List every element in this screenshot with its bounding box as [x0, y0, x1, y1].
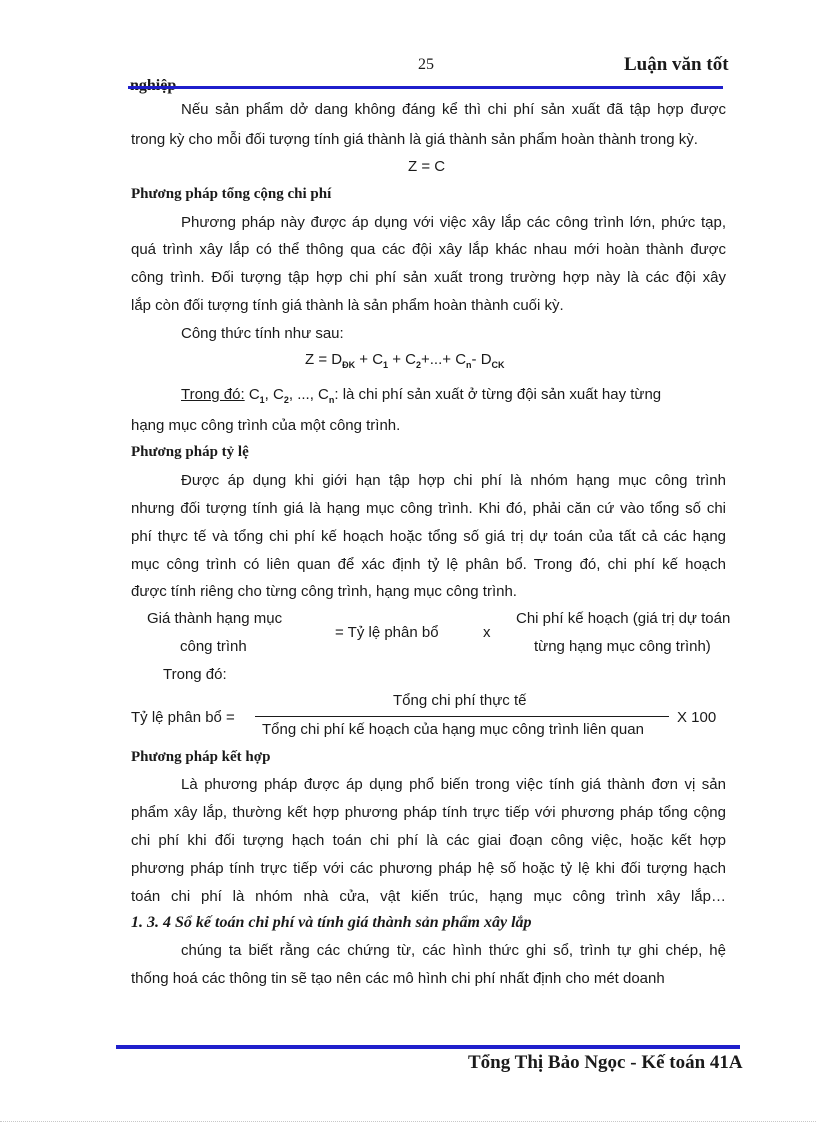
para1-line1: Nếu sản phẩm dở dang không đáng kể thì chi phí sản xuất đã tập hợp được [181, 101, 726, 118]
ty-le-line2: nhưng đối tượng tính giá là hạng mục công trình. Khi đó, phải căn cứ vào tổng số chi [131, 500, 726, 517]
note-rest: : là chi phí sản xuất ở từng đội sản xuất hay từng [334, 386, 662, 403]
ket-hop-line3: chi phí khi đối tượng hạch toán chi phí là các giai đoạn công việc, hoặc kết hợp [131, 832, 726, 849]
eq1-right-line2: từng hạng mục công trình) [534, 638, 711, 655]
ket-hop-line1: Là phương pháp được áp dụng phổ biến trong việc tính giá thành đơn vị sản [181, 776, 726, 793]
formula-part: +...+ C [421, 351, 467, 368]
note-formula-subscript: 1 [259, 395, 265, 405]
note-line2: hạng mục công trình của một công trình. [131, 417, 401, 434]
page-number: 25 [418, 56, 434, 73]
ty-le-line5: được tính riêng cho từng công trình, hạng mục công trình. [131, 583, 517, 600]
eq2-multiplier: X 100 [677, 709, 717, 726]
heading-section-1-3-4: 1. 3. 4 Sổ kế toán chi phí và tính giá thành sản phẩm xây lắp [131, 914, 532, 931]
eq2-denominator: Tổng chi phí kế hoạch của hạng mục công trình liên quan [262, 721, 644, 738]
formula-z-equals-c: Z = C [408, 158, 446, 175]
fraction-bar [255, 716, 669, 717]
page-edge-dotted-line [0, 1121, 816, 1122]
formula-part: - D [471, 351, 492, 368]
where-label: Trong đó: [163, 666, 227, 683]
eq1-left-line2: công trình [180, 638, 247, 655]
tong-cong-line2: quá trình xây lắp có thể thông qua các đội xây lắp khác nhau mới hoàn thành được [131, 241, 726, 258]
eq1-left-line1: Giá thành hạng mục [147, 610, 283, 627]
ket-hop-line4: phương pháp tính trực tiếp với các phương pháp hệ số hoặc tỷ lệ khi đối tượng hạch [131, 860, 726, 877]
formula-subscript: 2 [415, 360, 421, 370]
footer-author: Tổng Thị Bảo Ngọc - Kế toán 41A [468, 1052, 743, 1073]
eq1-right-line1: Chi phí kế hoạch (giá trị dự toán [516, 610, 731, 627]
ty-le-line1: Được áp dụng khi giới hạn tập hợp chi phí là nhóm hạng mục công trình [181, 472, 726, 489]
tong-cong-line4: lắp còn đối tượng tính giá thành là sản phẩm hoàn thành cuối kỳ. [131, 297, 564, 314]
heading-tong-cong: Phương pháp tổng cộng chi phí [131, 186, 332, 202]
formula-part: Z = D [305, 351, 343, 368]
eq1-middle: = Tỷ lệ phân bổ [335, 624, 439, 641]
formula-intro: Công thức tính như sau: [181, 325, 344, 342]
ty-le-line4: mục công trình có liên quan để xác định tỷ lệ phân bổ. Trong đó, chi phí kế hoạch [131, 556, 726, 573]
section-134-line1: chúng ta biết rằng các chứng từ, các hình thức ghi sổ, trình tự ghi chép, hệ [181, 942, 726, 959]
eq2-numerator: Tổng chi phí thực tế [393, 692, 527, 709]
formula-part: + C [388, 351, 416, 368]
note-formula-subscript: 2 [283, 395, 289, 405]
note-formula-part: , ..., C [288, 386, 329, 403]
heading-ket-hop: Phương pháp kết hợp [131, 749, 271, 765]
note-formula-subscript: n [328, 395, 335, 405]
note-label: Trong đó: [181, 386, 245, 403]
formula-z-total [305, 351, 505, 370]
eq1-times: x [483, 624, 491, 641]
note-line1 [181, 386, 661, 405]
ty-le-line3: phí thực tế và tổng chi phí kế hoạch hoặc tổng số giá trị dự toán của tất cả các hạng [131, 528, 726, 545]
note-formula-part: C [244, 386, 260, 403]
running-header-title: Luận văn tốt [624, 54, 729, 75]
heading-ty-le: Phương pháp tỷ lệ [131, 444, 249, 460]
formula-subscript: n [466, 360, 472, 370]
formula-subscript: 1 [383, 360, 389, 370]
eq2-left: Tỷ lệ phân bổ = [131, 709, 235, 726]
ket-hop-line5: toán chi phí là nhóm nhà cửa, vật kiến trúc, hạng mục công trình xây lắp… [131, 888, 726, 905]
tong-cong-line1: Phương pháp này được áp dụng với việc xây lắp các công trình lớn, phức tạp, [181, 214, 726, 231]
note-formula-part: , C [264, 386, 284, 403]
formula-part: + C [355, 351, 384, 368]
formula-subscript: CK [491, 360, 505, 370]
ket-hop-line2: phẩm xây lắp, thường kết hợp phương pháp tính trực tiếp với phương pháp tổng cộng [131, 804, 726, 821]
formula-subscript: ĐK [342, 360, 356, 370]
header-rule [128, 86, 723, 89]
section-134-line2: thống hoá các thông tin sẽ tạo nên các mô hình chi phí nhất định cho mét doanh [131, 970, 665, 987]
footer-rule [116, 1045, 740, 1049]
para1-line2: trong kỳ cho mỗi đối tượng tính giá thành là giá thành sản phẩm hoàn thành trong kỳ. [131, 131, 698, 148]
tong-cong-line3: công trình. Đối tượng tập hợp chi phí sản xuất trong trường hợp này là các đội xây [131, 269, 726, 286]
